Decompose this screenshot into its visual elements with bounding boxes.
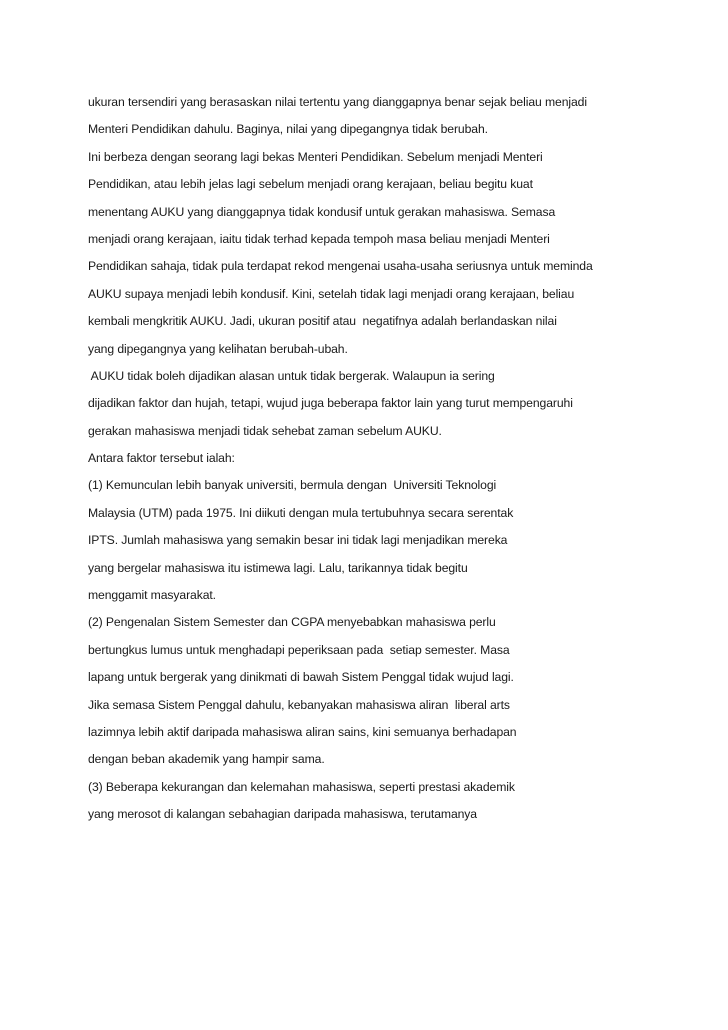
text-line: bertungkus lumus untuk menghadapi peperiksaan pada setiap semester. Masa	[88, 642, 510, 657]
text-line: dijadikan faktor dan hujah, tetapi, wujud juga beberapa faktor lain yang turut mempengaruhi	[88, 396, 573, 411]
text-line: IPTS. Jumlah mahasiswa yang semakin besar ini tidak lagi menjadikan mereka	[88, 533, 508, 548]
text-line: Antara faktor tersebut ialah:	[88, 451, 235, 466]
text-line: Malaysia (UTM) pada 1975. Ini diikuti dengan mula tertubuhnya secara serentak	[88, 505, 514, 520]
text-line: AUKU tidak boleh dijadikan alasan untuk tidak bergerak. Walaupun ia sering	[88, 368, 495, 383]
text-line: Ini berbeza dengan seorang lagi bekas Menteri Pendidikan. Sebelum menjadi Menteri	[88, 149, 543, 164]
text-line: menentang AUKU yang dianggapnya tidak kondusif untuk gerakan mahasiswa. Semasa	[88, 204, 556, 219]
text-line: lazimnya lebih aktif daripada mahasiswa aliran sains, kini semuanya berhadapan	[88, 724, 517, 739]
text-line: yang dipegangnya yang kelihatan berubah-ubah.	[88, 341, 348, 356]
text-line: kembali mengkritik AUKU. Jadi, ukuran positif atau negatifnya adalah berlandaskan nilai	[88, 314, 557, 329]
text-line: (2) Pengenalan Sistem Semester dan CGPA menyebabkan mahasiswa perlu	[88, 615, 496, 630]
text-line: Jika semasa Sistem Penggal dahulu, kebanyakan mahasiswa aliran liberal arts	[88, 697, 510, 712]
text-line: gerakan mahasiswa menjadi tidak sehebat zaman sebelum AUKU.	[88, 423, 442, 438]
text-line: menggamit masyarakat.	[88, 588, 216, 603]
text-line: lapang untuk bergerak yang dinikmati di bawah Sistem Penggal tidak wujud lagi.	[88, 670, 514, 685]
text-line: Menteri Pendidikan dahulu. Baginya, nilai yang dipegangnya tidak berubah.	[88, 122, 488, 137]
text-line: yang merosot di kalangan sebahagian daripada mahasiswa, terutamanya	[88, 807, 477, 822]
text-line: (3) Beberapa kekurangan dan kelemahan mahasiswa, seperti prestasi akademik	[88, 779, 515, 794]
document-body	[88, 92, 708, 832]
text-line: ukuran tersendiri yang berasaskan nilai tertentu yang dianggapnya benar sejak beliau menjadi	[88, 95, 587, 109]
text-line: Pendidikan, atau lebih jelas lagi sebelum menjadi orang kerajaan, beliau begitu kuat	[88, 177, 533, 192]
text-line: yang bergelar mahasiswa itu istimewa lagi. Lalu, tarikannya tidak begitu	[88, 560, 468, 575]
text-line: menjadi orang kerajaan, iaitu tidak terhad kepada tempoh masa beliau menjadi Menteri	[88, 231, 550, 246]
text-line: (1) Kemunculan lebih banyak universiti, bermula dengan Universiti Teknologi	[88, 478, 497, 493]
text-line: dengan beban akademik yang hampir sama.	[88, 752, 325, 767]
text-line: AUKU supaya menjadi lebih kondusif. Kini, setelah tidak lagi menjadi orang kerajaan, beliau	[88, 286, 575, 301]
text-line: Pendidikan sahaja, tidak pula terdapat rekod mengenai usaha-usaha seriusnya untuk meminda	[88, 259, 593, 274]
